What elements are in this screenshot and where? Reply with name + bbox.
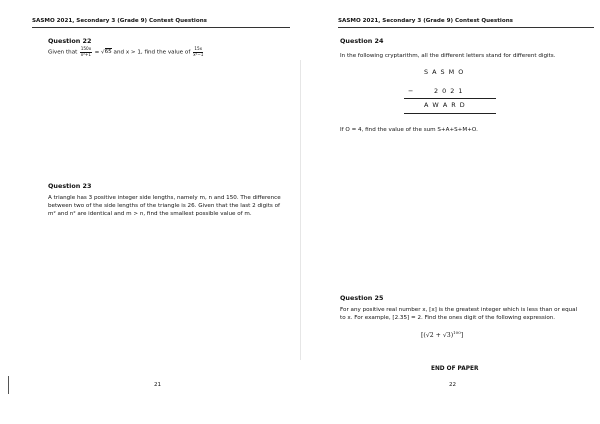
question-23-title: Question 23	[48, 182, 92, 190]
question-22-title: Question 22	[48, 37, 92, 45]
q23-line-1: A triangle has 3 positive integer side lengths, namely m, n and 150. The difference	[48, 195, 281, 201]
question-25-text	[340, 306, 596, 322]
q25-expr-close: ]	[460, 332, 464, 340]
left-page	[0, 0, 296, 424]
left-page-number: 21	[154, 382, 162, 388]
q22-given: Given that	[48, 49, 78, 56]
left-page-header: SASMO 2021, Secondary 3 (Grade 9) Contest Questions	[32, 18, 208, 24]
q25-expression	[421, 330, 463, 339]
q25-expr-open: [(√2 + √3)	[421, 332, 454, 340]
scan-mark	[8, 376, 9, 394]
cryptarithm-rule-top	[404, 98, 496, 99]
left-header-rule	[32, 27, 290, 28]
end-of-paper: END OF PAPER	[431, 366, 479, 372]
cryptarithm-row-1: S A S M O	[424, 68, 464, 76]
question-22-text	[48, 47, 204, 57]
q24-line-1: In the following cryptarithm, all the different letters stand for different digits.	[340, 53, 556, 59]
question-25-title: Question 25	[340, 294, 384, 302]
q22-frac1-num: 150x	[80, 46, 92, 51]
q25-line-2: to x. For example, [2.35] = 2. Find the ones digit of the following expression.	[340, 315, 556, 321]
q25-expr-exponent: 100	[453, 330, 461, 335]
question-23-text	[48, 194, 292, 218]
right-page	[304, 0, 600, 424]
q24-condition: If O = 4, find the value of the sum S+A+S+M+O.	[340, 127, 478, 133]
q22-fraction-1	[80, 47, 92, 57]
q22-sqrt-value: 65	[104, 49, 112, 56]
cryptarithm-row-3: A W A R D	[424, 101, 465, 109]
q22-eq: =	[94, 49, 100, 56]
question-24-title: Question 24	[340, 37, 384, 45]
q22-frac1-den: x²+1	[80, 51, 92, 57]
right-header-rule	[338, 27, 594, 28]
q22-frac2-den: x²−1	[193, 51, 204, 57]
q23-line-3: m² and n² are identical and m > n, find the smallest possible value of m.	[48, 211, 252, 217]
cryptarithm-minus: −	[408, 87, 414, 95]
book-spine	[300, 60, 301, 360]
q22-fraction-2	[193, 47, 203, 57]
right-page-header: SASMO 2021, Secondary 3 (Grade 9) Contest Questions	[338, 18, 514, 24]
q25-line-1: For any positive real number x, [x] is the greatest integer which is less than or equal	[340, 307, 578, 313]
cryptarithm-row-2: 2 0 2 1	[434, 87, 463, 95]
q22-frac2-num: 15x	[194, 46, 203, 51]
right-page-number: 22	[449, 382, 457, 388]
sqrt-symbol: √	[101, 49, 105, 56]
cryptarithm-rule-bottom	[404, 113, 496, 114]
q22-mid: and x > 1, find the value of	[113, 49, 191, 56]
q23-line-2: between two of the side lengths of the triangle is 26. Given that the last 2 digits of	[48, 203, 280, 209]
